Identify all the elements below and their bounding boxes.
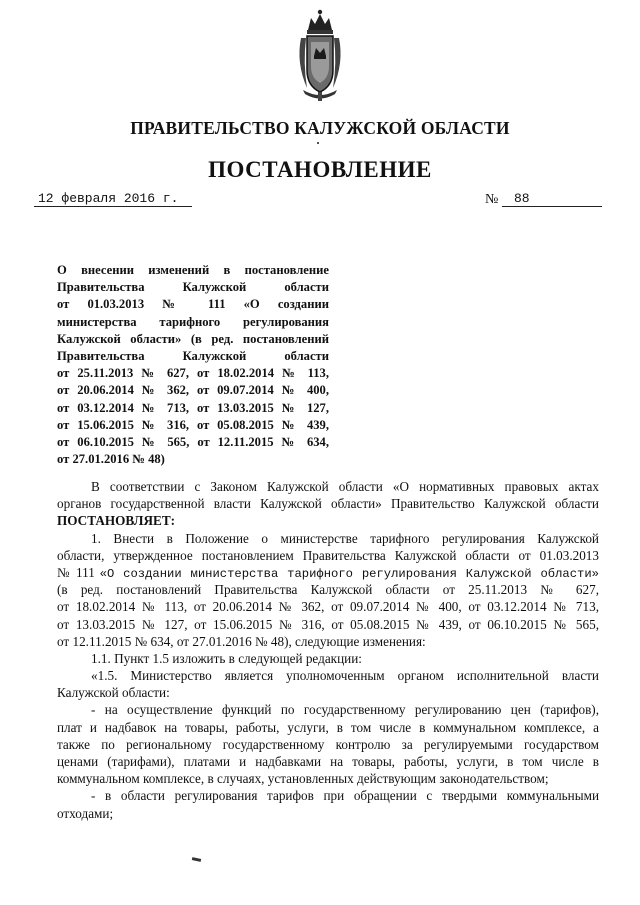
date-underline bbox=[34, 206, 192, 207]
body-line bbox=[57, 564, 599, 581]
body-line: Калужской области: bbox=[57, 685, 170, 701]
subject-line: Калужской области» (в ред. постановлений bbox=[57, 331, 329, 346]
subject-line: Правительства Калужской области bbox=[57, 280, 329, 295]
number-sign: № bbox=[485, 192, 499, 207]
subject-line: министерства тарифного регулирования bbox=[57, 314, 329, 329]
subject-line: от 25.11.2013 № 627, от 18.02.2014 № 113, bbox=[57, 366, 329, 381]
body-line: - в области регулирования тарифов при обращении с твердыми коммунальными bbox=[91, 788, 599, 804]
document-number: 88 bbox=[514, 191, 530, 206]
body-line: от 12.11.2015 № 634, от 27.01.2016 № 48), следующие изменения: bbox=[57, 633, 426, 649]
body-line: от 13.03.2015 № 127, от 15.06.2015 № 316, от 05.08.2015 № 439, от 06.10.2015 № 565, bbox=[57, 616, 599, 632]
body-line: 1.1. Пункт 1.5 изложить в следующей редакции: bbox=[91, 650, 362, 666]
body-line: - на осуществление функций по государственному регулированию цен (тарифов), bbox=[91, 702, 599, 718]
body-line: также по региональному государственному контролю за регулируемыми государством bbox=[57, 736, 599, 752]
document-date: 12 февраля 2016 г. bbox=[38, 191, 179, 206]
body-line-part-mono: «О создании министерства тарифного регулирования Калужской области» bbox=[99, 566, 599, 581]
body-line: отходами; bbox=[57, 805, 114, 821]
body-line: В соответствии с Законом Калужской области «О нормативных правовых актах bbox=[91, 479, 599, 494]
organization-title: ПРАВИТЕЛЬСТВО КАЛУЖСКОЙ ОБЛАСТИ bbox=[130, 118, 510, 138]
body-line: плат и надбавок на товары, работы, услуги, в том числе в коммунальном комплексе, а bbox=[57, 719, 599, 735]
document-subject bbox=[57, 262, 329, 468]
body-line: области, утвержденное постановлением Правительства Калужской области от 01.03.2013 bbox=[57, 547, 599, 563]
body-line: 1. Внести в Положение о министерстве тарифного регулирования Калужской bbox=[91, 530, 599, 546]
body-line: ценами (тарифами), платами и надбавками на товары, работы, услуги, в том числе в bbox=[57, 754, 599, 769]
decree-word: ПОСТАНОВЛЯЕТ: bbox=[57, 513, 176, 529]
subject-line: от 15.06.2015 № 316, от 05.08.2015 № 439, bbox=[57, 417, 329, 432]
subject-line: от 20.06.2014 № 362, от 09.07.2014 № 400, bbox=[57, 383, 329, 398]
body-line: «1.5. Министерство является уполномоченным органом исполнительной власти bbox=[91, 668, 599, 684]
body-line-part: № 111 bbox=[57, 564, 95, 580]
body-line: от 18.02.2014 № 113, от 20.06.2014 № 362, от 09.07.2014 № 400, от 03.12.2014 № 713, bbox=[57, 599, 599, 615]
subject-line: О внесении изменений в постановление bbox=[57, 263, 329, 277]
scan-dot bbox=[317, 142, 319, 144]
subject-line: от 03.12.2014 № 713, от 13.03.2015 № 127, bbox=[57, 400, 329, 415]
body-line: органов государственной власти Калужской области» Правительство Калужской области bbox=[57, 496, 599, 512]
subject-line: от 27.01.2016 № 48) bbox=[57, 452, 165, 467]
scan-mark bbox=[192, 857, 201, 862]
subject-line: Правительства Калужской области bbox=[57, 349, 329, 364]
document-type-title: ПОСТАНОВЛЕНИЕ bbox=[208, 157, 432, 182]
subject-line: от 06.10.2015 № 565, от 12.11.2015 № 634, bbox=[57, 435, 329, 450]
body-line: коммунальном комплексе, в случаях, установленных действующим законодательством; bbox=[57, 771, 549, 787]
number-underline bbox=[502, 206, 602, 207]
body-line: (в ред. постановлений Правительства Калужской области от 25.11.2013 № 627, bbox=[57, 582, 599, 598]
coat-of-arms-emblem bbox=[295, 8, 345, 102]
subject-line: от 01.03.2013 № 111 «О создании bbox=[57, 297, 329, 312]
document-body bbox=[57, 478, 599, 822]
